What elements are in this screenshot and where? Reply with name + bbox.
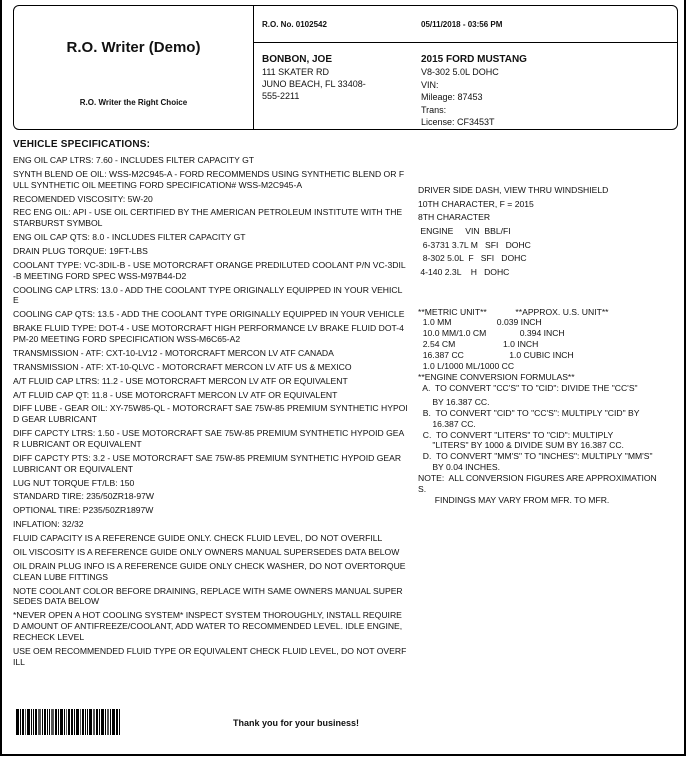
barcode-bar [58, 709, 59, 735]
spec-list [13, 155, 408, 670]
conversion-line: BY 16.387 CC. [418, 396, 490, 407]
conversion-line: 10.0 MM/1.0 CM 0.394 INCH [418, 328, 565, 339]
spec-item: DRAIN PLUG TORQUE: 19FT-LBS [13, 246, 148, 257]
ro-datetime: 05/11/2018 - 03:56 PM [421, 20, 503, 29]
vehicle-engine: V8-302 5.0L DOHC [421, 67, 499, 77]
ro-header [13, 5, 678, 130]
conversion-line: B. TO CONVERT "CID" TO "CC'S": MULTIPLY "CID" BY [418, 407, 640, 418]
barcode-bar [119, 709, 120, 735]
barcode-bar [82, 709, 84, 735]
vin-info-line: 4-140 2.3L H DOHC [418, 266, 510, 277]
barcode-bar [87, 709, 88, 735]
barcode-bar [51, 709, 54, 735]
barcode [16, 709, 121, 735]
barcode-bar [116, 709, 118, 735]
barcode-bar [38, 709, 41, 735]
customer-address2: JUNO BEACH, FL 33408- [262, 79, 366, 89]
spec-item: ENG OIL CAP QTS: 8.0 - INCLUDES FILTER CAPACITY GT [13, 232, 246, 243]
conversion-line: "LITERS" BY 1000 & DIVIDE SUM BY 16.387 CC. [418, 440, 624, 451]
spec-item: OPTIONAL TIRE: P235/50ZR1897W [13, 505, 154, 516]
customer-address1: 111 SKATER RD [262, 67, 330, 77]
vehicle-license: License: CF3453T [421, 117, 495, 128]
company-name: R.O. Writer (Demo) [66, 39, 201, 56]
barcode-bar [76, 709, 79, 735]
barcode-bar [42, 709, 43, 735]
spec-item: TRANSMISSION - ATF: XT-10-QLVC - MOTORCRAFT MERCON LV ATF US & MEXICO [13, 361, 352, 372]
spec-item: INFLATION: 32/32 [13, 519, 84, 530]
barcode-bar [80, 709, 81, 735]
spec-item: DIFF CAPCTY LTRS: 1.50 - USE MOTORCRAFT SAE 75W-85 PREMIUM SYNTHETIC HYPOID GEAR LUBRICANT OR EQUIVALENT [13, 428, 405, 449]
barcode-bar [31, 709, 32, 735]
vin-info-line: 8-302 5.0L F SFI DOHC [418, 253, 527, 264]
shop-info [14, 6, 254, 129]
spec-item: A/T FLUID CAP QT: 11.8 - USE MOTORCRAFT MERCON LV ATF OR EQUIVALENT [13, 389, 338, 400]
spec-item: STANDARD TIRE: 235/50ZR18-97W [13, 491, 155, 502]
ro-meta-row [254, 6, 677, 43]
barcode-bar [33, 709, 34, 735]
barcode-bar [74, 709, 75, 735]
spec-item: OIL DRAIN PLUG INFO IS A REFERENCE GUIDE ONLY CHECK WASHER, DO NOT OVERTORQUE CLEAN LUBE FITTINGS [13, 560, 406, 582]
barcode-bar [107, 709, 109, 735]
barcode-bar [60, 709, 63, 735]
spec-item: COOLING CAP QTS: 13.5 - ADD THE COOLANT TYPE ORIGINALLY EQUIPPED IN YOUR VEHICLE [13, 309, 405, 320]
customer-phone: 555-2211 [262, 91, 300, 101]
spec-item: LUG NUT TORQUE FT/LB: 150 [13, 477, 135, 488]
vin-info-line: 10TH CHARACTER, F = 2015 [418, 198, 534, 209]
spec-item: BRAKE FLUID TYPE: DOT-4 - USE MOTORCRAFT HIGH PERFORMANCE LV BRAKE FLUID DOT-4 PM-20 MEETING FORD SPECIFICATION WSS-M6C65-A2 [13, 323, 404, 344]
conversion-line: **METRIC UNIT** **APPROX. U.S. UNIT** [418, 306, 609, 317]
spec-item: ENG OIL CAP LTRS: 7.60 - INCLUDES FILTER CAPACITY GT [13, 155, 255, 165]
vin-info-line: 8TH CHARACTER [418, 212, 491, 223]
vin-info-line: DRIVER SIDE DASH, VIEW THRU WINDSHIELD [418, 185, 609, 196]
barcode-bar [96, 709, 98, 735]
vin-info-panel [418, 157, 680, 533]
spec-item: REC ENG OIL: API - USE OIL CERTIFIED BY THE AMERICAN PETROLEUM INSTITUTE WITH THE STARBURST SYMBOL [13, 207, 403, 229]
thank-you-message: Thank you for your business! [233, 718, 360, 728]
spec-item: SYNTH BLEND OE OIL: WSS-M2C945-A - FORD RECOMMENDS USING SYNTHETIC BLEND OR FULL SYNTHETIC OIL MEETING FORD SPECIFICATION# WSS-M2C945-A [13, 168, 405, 190]
conversion-line: 1.0 L/1000 ML/1000 CC [418, 361, 515, 372]
barcode-bar [22, 709, 24, 735]
ro-number: R.O. No. 0102542 [262, 20, 327, 29]
conversion-line: 1.0 MM 0.039 INCH [418, 317, 542, 328]
customer-info [262, 53, 366, 102]
barcode-bar [68, 709, 70, 735]
spec-item: OIL VISCOSITY IS A REFERENCE GUIDE ONLY OWNERS MANUAL SUPERSEDES DATA BELOW [13, 546, 400, 557]
conversion-line: D. TO CONVERT "MM'S" TO "INCHES": MULTIPLY "MM'S" [418, 451, 653, 462]
barcode-bar [101, 709, 104, 735]
barcode-bar [89, 709, 92, 735]
conversion-line: 2.54 CM 1.0 INCH [418, 339, 539, 350]
spec-item: A/T FLUID CAP LTRS: 11.2 - USE MOTORCRAFT MERCON LV ATF OR EQUIVALENT [13, 375, 348, 386]
spec-item: NOTE COOLANT COLOR BEFORE DRAINING, REPLACE WITH SAME OWNERS MANUAL SUPERSEDES DATA BELOW [13, 585, 403, 607]
spec-item: COOLING CAP LTRS: 13.0 - ADD THE COOLANT TYPE ORIGINALLY EQUIPPED IN YOUR VEHICLE [13, 284, 403, 306]
spec-item: DIFF CAPCTY PTS: 3.2 - USE MOTORCRAFT SAE 75W-85 PREMIUM SYNTHETIC HYPOID GEAR LUBRICANT OR EQUIVALENT [13, 452, 402, 474]
barcode-bar [99, 709, 100, 735]
barcode-bar [71, 709, 73, 735]
barcode-bar [44, 709, 46, 735]
conversion-line: A. TO CONVERT "CC'S" TO "CID": DIVIDE THE "CC'S" [418, 382, 638, 393]
barcode-bar [85, 709, 86, 735]
barcode-bar [105, 709, 106, 735]
spec-item: *NEVER OPEN A HOT COOLING SYSTEM* INSPECT SYSTEM THOROUGHLY, INSTALL REQUIRED AMOUNT OF ANTIFREEZE/COOLANT, ADD WATER TO RECOMMENDED LEVEL. IDLE ENGINE, RECHECK LEVEL [13, 610, 403, 642]
vehicle-title: 2015 FORD MUSTANG [421, 54, 527, 65]
barcode-bar [93, 709, 95, 735]
barcode-bar [110, 709, 111, 735]
conversion-line: C. TO CONVERT "LITERS" TO "CID": MULTIPLY [418, 429, 614, 440]
spec-item: FLUID CAPACITY IS A REFERENCE GUIDE ONLY. CHECK FLUID LEVEL, DO NOT OVERFILL [13, 533, 383, 544]
spec-item: USE OEM RECOMMENDED FLUID TYPE OR EQUIVALENT CHECK FLUID LEVEL, DO NOT OVERFILL [13, 645, 407, 667]
company-tagline: R.O. Writer the Right Choice [79, 98, 188, 107]
barcode-bar [27, 709, 30, 735]
barcode-bar [16, 709, 19, 735]
barcode-bar [55, 709, 57, 735]
section-title: VEHICLE SPECIFICATIONS: [13, 139, 151, 150]
barcode-bar [25, 709, 26, 735]
conversion-line: **ENGINE CONVERSION FORMULAS** [418, 371, 575, 382]
spec-item: RECOMENDED VISCOSITY: 5W-20 [13, 193, 153, 204]
conversion-lines [418, 307, 680, 506]
spec-item: COOLANT TYPE: VC-3DIL-B - USE MOTORCRAFT ORANGE PREDILUTED COOLANT P/N VC-3DIL-B MEETING FORD SPEC WSS-M97B44-D2 [13, 259, 406, 281]
customer-name: BONBON, JOE [262, 54, 333, 65]
spec-item: DIFF LUBE - GEAR OIL: XY-75W85-QL - MOTORCRAFT SAE 75W-85 PREMIUM SYNTHETIC HYPOID GEAR LUBRICANT [13, 403, 408, 425]
conversion-line: S. [418, 484, 427, 495]
vin-location-lines [418, 184, 680, 279]
conversion-line: 16.387 CC 1.0 CUBIC INCH [418, 350, 574, 361]
spec-item: TRANSMISSION - ATF: CXT-10-LV12 - MOTORCRAFT MERCON LV ATF CANADA [13, 347, 334, 358]
vehicle-vin: VIN: [421, 79, 439, 90]
conversion-line: BY 0.04 INCHES. [418, 462, 500, 473]
barcode-bar [35, 709, 37, 735]
conversion-line: 16.387 CC. [418, 418, 476, 429]
vehicle-mileage: Mileage: 87453 [421, 92, 483, 103]
barcode-bar [66, 709, 67, 735]
barcode-bar [49, 709, 50, 735]
conversion-line: FINDINGS MAY VARY FROM MFR. TO MFR. [418, 494, 610, 505]
barcode-bar [64, 709, 65, 735]
barcode-bar [112, 709, 115, 735]
vehicle-trans: Trans: [421, 104, 447, 115]
conversion-line: NOTE: ALL CONVERSION FIGURES ARE APPROXIMATION [418, 473, 657, 484]
vin-info-line: ENGINE VIN BBL/FI [418, 225, 511, 236]
vin-info-line: 6-3731 3.7L M SFI DOHC [418, 239, 531, 250]
vehicle-info [421, 53, 527, 129]
barcode-bar [20, 709, 21, 735]
barcode-bar [47, 709, 48, 735]
